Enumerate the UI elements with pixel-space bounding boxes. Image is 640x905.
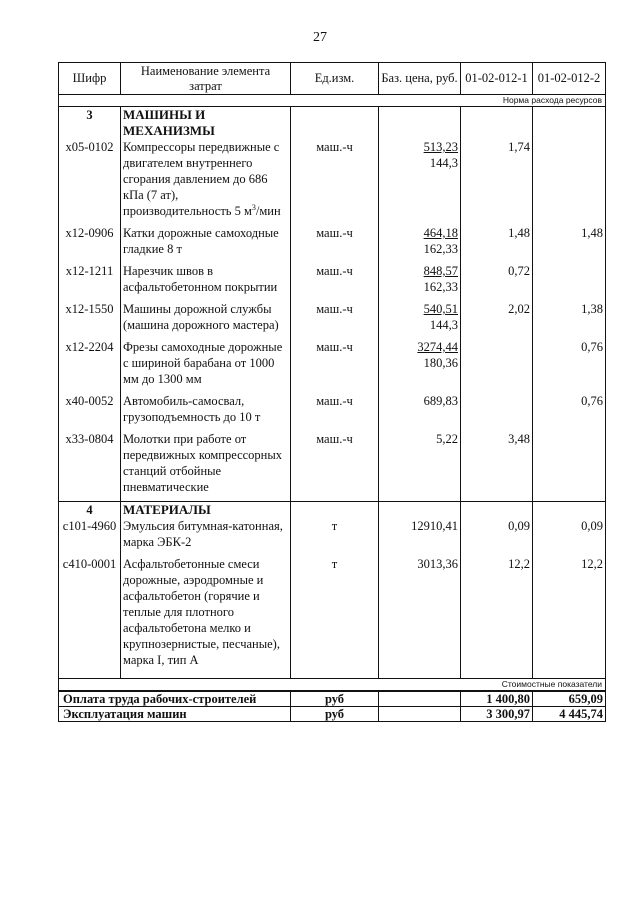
table-row [59,518,606,550]
header-price: Баз. цена, руб. [379,63,461,95]
row-price-cell [379,339,461,387]
row-name-text: Машины дорожной службы (машина дорожного мастера) [123,302,279,332]
row-col-b [533,431,606,495]
row-col-b: 0,76 [533,393,606,425]
empty-cell [461,107,533,140]
row-price: 3274,44 [417,340,458,354]
totals-unit: руб [291,691,379,707]
section-header-row [59,107,606,140]
page-number: 27 [313,30,327,45]
header-name: Наименование элемента затрат [121,63,291,95]
row-name-tail: /мин [255,204,281,218]
table-row [59,339,606,387]
row-price-secondary: 180,36 [423,356,458,370]
section-title: МАТЕРИАЛЫ [121,502,291,519]
row-price-secondary: 144,3 [429,156,458,170]
row-unit: маш.-ч [291,431,379,495]
section-title: МАШИНЫ И МЕХАНИЗМЫ [121,107,291,140]
row-col-b [533,139,606,219]
table-row [59,225,606,257]
row-col-a [461,339,533,387]
row-price: 464,18 [423,226,458,240]
empty-cell [379,707,461,722]
row-code: х33-0804 [59,431,121,495]
row-price-secondary: 144,3 [429,318,458,332]
row-price-secondary: 162,33 [423,242,458,256]
estimate-table [58,62,606,722]
section-number: 4 [59,502,121,519]
table-row [59,431,606,495]
row-name [121,339,291,387]
row-col-b: 1,48 [533,225,606,257]
totals-col-a: 3 300,97 [461,707,533,722]
row-price: 540,51 [423,302,458,316]
row-code: х12-1550 [59,301,121,333]
row-price-cell [379,393,461,425]
table-row [59,393,606,425]
row-name-text: Автомобиль-самосвал, грузоподъемность до 10 т [123,394,261,424]
table-row [59,263,606,295]
band-resources-label: Норма расхода ресурсов [59,95,606,107]
totals-label: Эксплуатация машин [59,707,291,722]
row-price-cell [379,263,461,295]
row-name [121,225,291,257]
empty-cell [379,502,461,519]
row-name [121,556,291,668]
header-col-b: 01-02-012-2 [533,63,606,95]
row-unit: маш.-ч [291,301,379,333]
row-price: 12910,41 [411,519,458,533]
row-price-cell [379,301,461,333]
header-unit: Ед.изм. [291,63,379,95]
row-price: 513,23 [423,140,458,154]
row-price-cell [379,518,461,550]
row-name [121,139,291,219]
row-name-text: Молотки при работе от передвижных компрессорных станций отбойные пневматические [123,432,283,494]
row-col-a: 12,2 [461,556,533,668]
row-name [121,393,291,425]
header-col-a: 01-02-012-1 [461,63,533,95]
section-header-row [59,502,606,519]
row-col-a: 1,74 [461,139,533,219]
row-unit: маш.-ч [291,263,379,295]
row-unit: маш.-ч [291,225,379,257]
row-unit: т [291,556,379,668]
row-unit: маш.-ч [291,139,379,219]
row-col-a: 2,02 [461,301,533,333]
row-unit: т [291,518,379,550]
totals-row [59,707,606,722]
row-col-a: 0,09 [461,518,533,550]
row-name-text: Асфальтобетонные смеси дорожные, аэродромные и асфальтобетон (горячие и теплые для плотного асфальтобетона мелко и крупнозернистые, песчаные), марка I, тип А [123,557,280,667]
row-name-text: Катки дорожные самоходные гладкие 8 т [123,226,279,256]
row-name [121,263,291,295]
row-name-text: Компрессоры передвижные с двигателем внутреннего сгорания давлением до 686 кПа (7 ат), производительность 5 м [123,140,280,218]
row-code: х12-2204 [59,339,121,387]
section-number: 3 [59,107,121,140]
row-code: х05-0102 [59,139,121,219]
table-row [59,301,606,333]
row-code: х12-1211 [59,263,121,295]
row-price-cell [379,225,461,257]
totals-unit: руб [291,707,379,722]
header-row [59,63,606,95]
band-row-resources [59,95,606,107]
row-price: 5,22 [436,432,458,446]
row-unit: маш.-ч [291,339,379,387]
row-unit: маш.-ч [291,393,379,425]
row-price: 689,83 [423,394,458,408]
row-col-a: 3,48 [461,431,533,495]
empty-cell [379,107,461,140]
row-col-a: 0,72 [461,263,533,295]
empty-cell [533,502,606,519]
row-name-superscript: 3 [251,203,256,212]
row-price: 848,57 [423,264,458,278]
totals-row [59,691,606,707]
row-price-cell [379,556,461,668]
row-col-b: 0,76 [533,339,606,387]
row-col-b: 12,2 [533,556,606,668]
row-name [121,301,291,333]
empty-cell [461,502,533,519]
row-col-b: 1,38 [533,301,606,333]
row-col-a: 1,48 [461,225,533,257]
empty-cell [291,502,379,519]
row-price: 3013,36 [417,557,458,571]
table-row [59,139,606,219]
row-name-text: Эмульсия битумная-катонная, марка ЭБК-2 [123,519,283,549]
totals-col-b: 4 445,74 [533,707,606,722]
table-row [59,556,606,668]
empty-cell [379,691,461,707]
row-name-text: Фрезы самоходные дорожные с шириной барабана от 1000 мм до 1300 мм [123,340,283,386]
row-price-cell [379,139,461,219]
totals-col-b: 659,09 [533,691,606,707]
row-price-cell [379,431,461,495]
row-col-b [533,263,606,295]
totals-label: Оплата труда рабочих-строителей [59,691,291,707]
band-costs-label: Стоимостные показатели [59,679,606,692]
row-code: с410-0001 [59,556,121,668]
row-code: х40-0052 [59,393,121,425]
band-row-costs [59,679,606,692]
totals-col-a: 1 400,80 [461,691,533,707]
empty-cell [291,107,379,140]
row-name [121,518,291,550]
row-code: с101-4960 [59,518,121,550]
row-name-text: Нарезчик швов в асфальтобетонном покрытии [123,264,278,294]
row-code: х12-0906 [59,225,121,257]
row-col-a [461,393,533,425]
row-col-b: 0,09 [533,518,606,550]
row-name [121,431,291,495]
empty-cell [533,107,606,140]
row-price-secondary: 162,33 [423,280,458,294]
header-code: Шифр [59,63,121,95]
